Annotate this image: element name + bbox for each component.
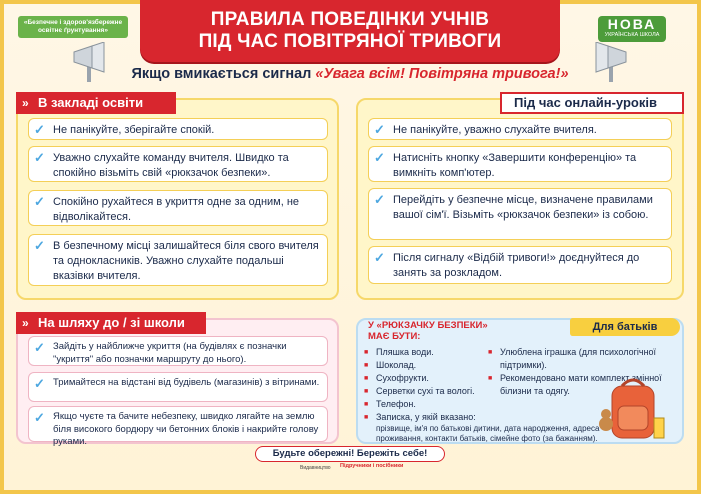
check-icon: ✓ [34,340,45,355]
title-line-1: ПРАВИЛА ПОВЕДІНКИ УЧНІВ [210,9,490,30]
check-icon: ✓ [374,250,385,265]
check-icon: ✓ [374,150,385,165]
list-item: ✓ Тримайтеся на відстані від будівель (магазинів) з вітринами. [28,372,328,402]
list-item: ✓ Не панікуйте, уважно слухайте вчителя. [368,118,672,140]
check-icon: ✓ [34,150,45,165]
backpack-title: У «РЮКЗАЧКУ БЕЗПЕКИ» МАЄ БУТИ: [368,320,488,342]
list-item: ✓ В безпечному місці залишайтеся біля свого вчителя та однокласників. Уважно слухайте подальші вказівки вчителя. [28,234,328,286]
signal-heading: Якщо вмикається сигнал «Увага всім! Повітряна тривога!» [131,66,569,82]
list-item: ✓ Натисніть кнопку «Завершити конференцію» та вимкніть комп'ютер. [368,146,672,182]
footer-slogan: Будьте обережні! Бережіть себе! [255,446,445,462]
list-item: ✓ Після сигналу «Відбій тривоги!» доєднуйтеся до занять за розкладом. [368,246,672,284]
list-item: ✓ Якщо чуєте та бачите небезпеку, швидко лягайте на землю біля високого бордюру чи бетонних блоків і накрийте голову руками. [28,406,328,442]
backpack-list-2: ■ Улюблена іграшка (для психологічної підтримки). ■ Рекомендовано мати комплект змінної білизни та одягу. [488,346,672,398]
check-icon: ✓ [34,238,45,253]
backpack-icon [598,378,668,442]
check-icon: ✓ [374,192,385,207]
list-item: ✓ Зайдіть у найближче укриття (на будівлях є позначки "укриття" або позначки маршруту до нього). [28,336,328,366]
program-badge: «Безпечне і здоров'язбережне освітнє ґрунтування» [18,16,128,38]
road-header: » На шляху до / зі школи [16,312,206,334]
check-icon: ✓ [374,122,385,137]
list-item: ✓ Не панікуйте, зберігайте спокій. [28,118,328,140]
online-header: Під час онлайн-уроків [500,92,684,114]
check-icon: ✓ [34,376,45,391]
check-icon: ✓ [34,122,45,137]
note-text: прізвище, ім'я по батькові дитини, дата народження, адреса проживання, контакти батьків, сімейне фото (за бажанням). [376,424,600,443]
nus-logo: НОВА УКРАЇНСЬКА ШКОЛА [598,16,666,42]
check-icon: ✓ [34,194,45,209]
list-item: ✓ Перейдіть у безпечне місце, визначене правилами вашої сім'ї. Візьміть «рюкзачок безпеки» із собою. [368,188,672,240]
title-banner [140,0,560,62]
publisher-label: Видавництво [300,465,331,471]
parents-tag: Для батьків [570,318,680,336]
list-item: ✓ Уважно слухайте команду вчителя. Швидко та спокійно візьміть свій «рюкзачок безпеки». [28,146,328,182]
title-line-2: ПІД ЧАС ПОВІТРЯНОЇ ТРИВОГИ [198,31,502,52]
list-item: ✓ Спокійно рухайтеся в укриття одне за одним, не відволікайтеся. [28,190,328,226]
publisher-logo: Підручники і посібники [340,463,404,469]
check-icon: ✓ [34,410,45,425]
backpack-list-1: ■ Пляшка води. ■ Шоколад. ■ Сухофрукти. ■ Серветки сухі та вологі. ■ Телефон. ■ Записка, у якій вказано: [364,346,494,424]
school-header: » В закладі освіти [16,92,176,114]
